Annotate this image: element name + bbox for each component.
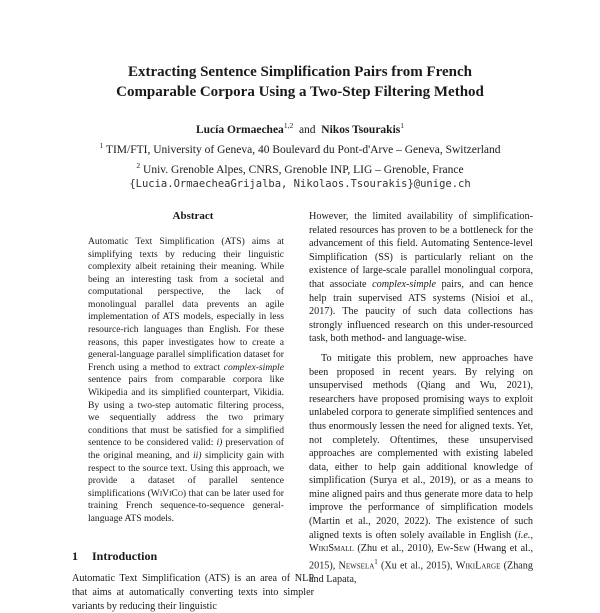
left-column — [72, 210, 314, 613]
title-line-1: Extracting Sentence Simplification Pairs from French — [128, 64, 472, 80]
affiliation-1: $^1$ TIM/FTI, University of Geneva, 40 Boulevard du Pont-d'Arve – Geneva, Switzerland — [99, 140, 501, 156]
author-emails: {Lucia.OrmaecheaGrijalba, Nikolaos.Tsourakis}@unige.ch — [129, 178, 471, 191]
author-block — [0, 118, 600, 192]
paper-title — [0, 62, 600, 102]
abstract-text: Automatic Text Simplification (ATS) aims at simplifying texts by reducing their linguistic complexity albeit retaining their meaning. While being an interesting task from a societal and computational perspective, the lack of monolingual parallel data prevents an agile implementation of ATS models, especially in less resource-rich languages than English. For these reasons, this paper investigates how to create a general-language parallel simplification dataset for French using a method to extract complex-simple sentence pairs from comparable corpora like Wikipedia and its simplified counterpart, Vikidia. By using a two-step automatic filtering process, we sequentially address the two primary conditions that must be satisfied for a simplified sentence to be considered valid: i) preservation of the original meaning, and ii) simplicity gain with respect to the source text. Using this approach, we provide a dataset of parallel sentence simplifications (WiViCo) that can be later used for training French sequence-to-sequence general-language ATS models. — [88, 235, 285, 524]
paragraph-1: However, the limited availability of simplification-related resources has proven to be a bottleneck for the advancement of this field. Automating Sentence-level Simplification (SS) is particularly reliant on the existence of large-scale parallel monolingual corpora, that associate complex-simple pairs, and can hence help train supervised ATS systems (Nisioi et al., 2017). The paucity of such data collections has strongly influenced research on this under-resourced task, both method- and language-wise. — [309, 211, 534, 345]
abstract-heading: Abstract — [172, 210, 214, 222]
title-line-2: Comparable Corpora Using a Two-Step Filtering Method — [116, 84, 484, 100]
author-and: and — [298, 123, 316, 136]
author-names — [0, 118, 600, 138]
section-heading-introduction: 1 Introduction — [72, 548, 158, 563]
introduction-text: Automatic Text Simplification (ATS) is an area of NLP that aims at automatically converting texts into simpler variants by reducing their linguistic — [72, 573, 314, 612]
paragraph-2: To mitigate this problem, new approaches have been proposed in recent years. By relying on unsupervised methods (Qiang and Wu, 2021), researchers have proposed promising ways to exploit unlabeled corpora to generate simplified sentences and thus enormously lessen the need for aligned texts. Yet, not completely. Oftentimes, these unsupervised approaches are complemented with existing labeled data, either to help gain additional knowledge of simplification (Surya et al., 2019), or as a means to mine aligned pairs and thus generate more data to help improve the performance of simplification models (Martin et al., 2020, 2022). The existence of such aligned texts is often solely available in English (i.e., WikiSmall (Zhu et al., 2010), Ew-Sew (Hwang et al., 2015), Newsela$^1$ (Xu et al., 2015), WikiLarge (Zhang and Lapata, — [309, 352, 534, 585]
author-2-affil: 1 — [400, 121, 404, 130]
author-2: Nikos Tsourakis — [321, 123, 401, 136]
author-1-affil: 1,2 — [283, 121, 294, 130]
affiliation-2: $^2$ Univ. Grenoble Alpes, CNRS, Grenoble INP, LIG – Grenoble, France — [136, 160, 464, 176]
author-1: Lucía Ormaechea — [195, 123, 284, 136]
right-column — [309, 210, 533, 586]
